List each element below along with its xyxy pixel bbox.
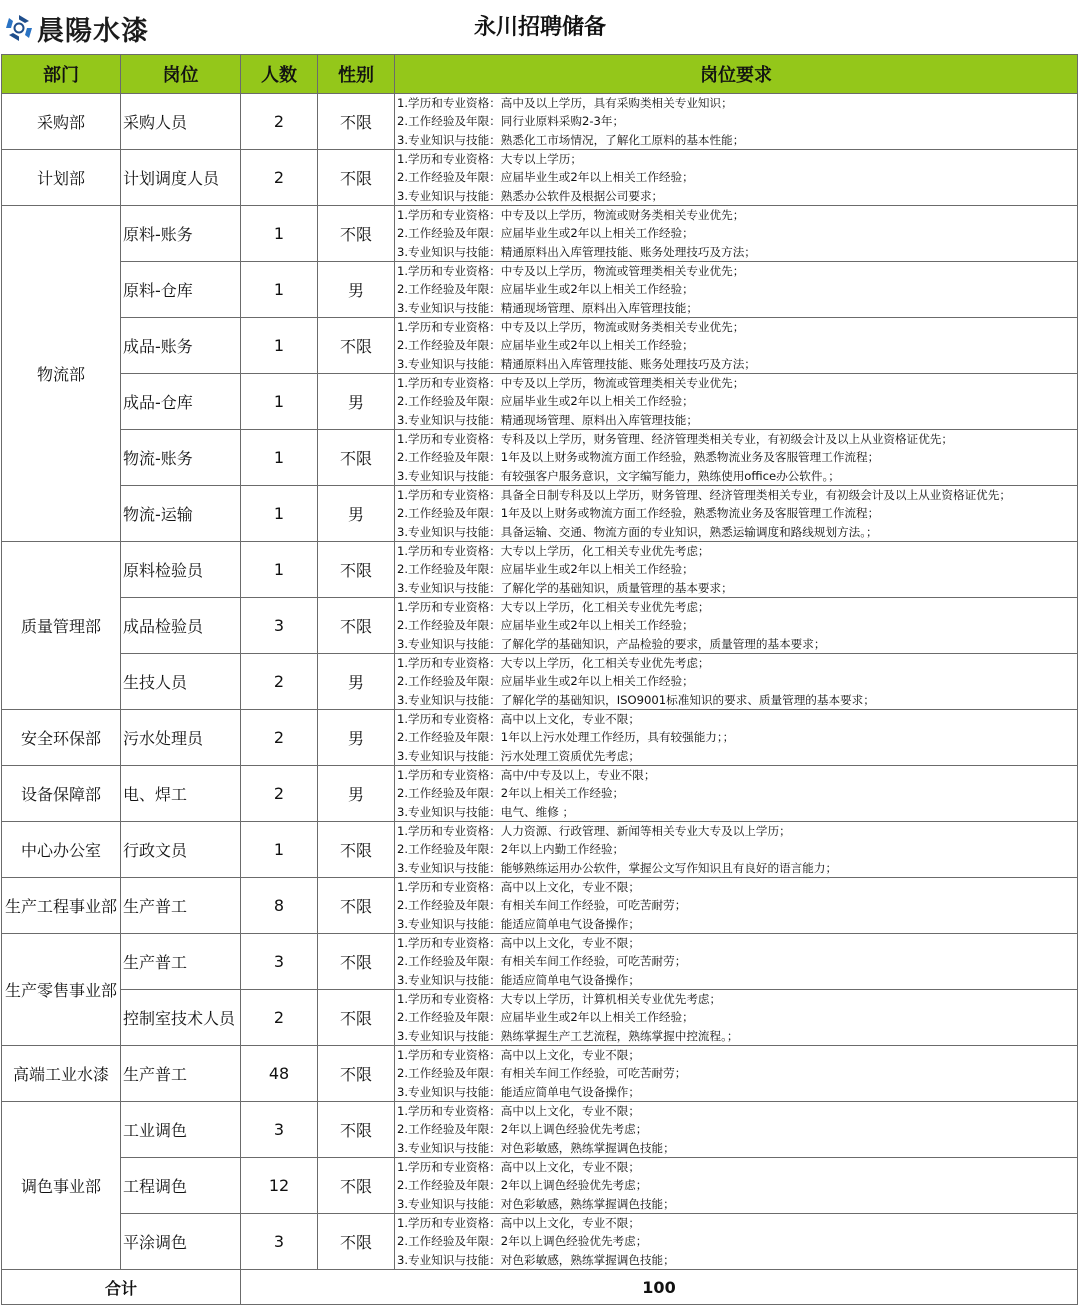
gender-cell: 不限 bbox=[318, 150, 395, 206]
requirement-line: 2.工作经验及年限：1年及以上财务或物流方面工作经验，熟悉物流业务及客服管理工作流程； bbox=[397, 450, 880, 465]
requirement-line: 3.专业知识与技能：了解化学的基础知识，质量管理的基本要求； bbox=[397, 580, 733, 595]
requirement-line: 1.学历和专业资格：具备全日制专科及以上学历，财务管理、经济管理类相关专业，有初级会计及以上从业资格证优先； bbox=[397, 488, 1011, 502]
table-body bbox=[2, 94, 1078, 1270]
requirement-line: 3.专业知识与技能：熟悉办公软件及根据公司要求； bbox=[397, 188, 664, 203]
position-cell: 原料-账务 bbox=[121, 206, 241, 262]
col-header-position: 岗位 bbox=[121, 55, 241, 94]
requirements-cell bbox=[395, 1158, 1078, 1214]
position-cell: 计划调度人员 bbox=[121, 150, 241, 206]
table-row bbox=[2, 1214, 1078, 1270]
table-row bbox=[2, 542, 1078, 598]
requirements-cell bbox=[395, 1214, 1078, 1270]
requirement-line: 2.工作经验及年限：应届毕业生或2年以上相关工作经验； bbox=[397, 394, 694, 409]
requirement-line: 1.学历和专业资格：高中以上文化，专业不限； bbox=[397, 1216, 640, 1230]
requirements-cell bbox=[395, 710, 1078, 766]
total-label: 合计 bbox=[2, 1270, 241, 1305]
department-cell: 安全环保部 bbox=[2, 710, 121, 766]
department-cell: 高端工业水漆 bbox=[2, 1046, 121, 1102]
department-cell: 调色事业部 bbox=[2, 1102, 121, 1270]
gender-cell: 男 bbox=[318, 262, 395, 318]
table-row bbox=[2, 94, 1078, 150]
count-cell: 1 bbox=[241, 318, 318, 374]
requirements-cell bbox=[395, 934, 1078, 990]
logo bbox=[3, 8, 149, 48]
position-cell: 生产普工 bbox=[121, 878, 241, 934]
requirements-cell bbox=[395, 430, 1078, 486]
count-cell: 1 bbox=[241, 486, 318, 542]
position-cell: 生技人员 bbox=[121, 654, 241, 710]
requirement-line: 3.专业知识与技能：了解化学的基础知识，产品检验的要求，质量管理的基本要求； bbox=[397, 636, 826, 651]
count-cell: 2 bbox=[241, 990, 318, 1046]
table-row bbox=[2, 374, 1078, 430]
position-cell: 工程调色 bbox=[121, 1158, 241, 1214]
requirements-cell bbox=[395, 1102, 1078, 1158]
requirement-line: 2.工作经验及年限：2年以上调色经验优先考虑； bbox=[397, 1234, 648, 1249]
table-row bbox=[2, 990, 1078, 1046]
position-cell: 成品-仓库 bbox=[121, 374, 241, 430]
department-cell: 质量管理部 bbox=[2, 542, 121, 710]
col-header-requirements: 岗位要求 bbox=[395, 55, 1078, 94]
requirement-line: 3.专业知识与技能：对色彩敏感，熟练掌握调色技能； bbox=[397, 1140, 675, 1155]
requirements-cell bbox=[395, 318, 1078, 374]
gender-cell: 不限 bbox=[318, 990, 395, 1046]
col-header-dept: 部门 bbox=[2, 55, 121, 94]
count-cell: 2 bbox=[241, 654, 318, 710]
table-row bbox=[2, 262, 1078, 318]
count-cell: 1 bbox=[241, 822, 318, 878]
col-header-count: 人数 bbox=[241, 55, 318, 94]
requirement-line: 2.工作经验及年限：2年以上内勤工作经验； bbox=[397, 842, 625, 857]
requirement-line: 1.学历和专业资格：大专以上学历，化工相关专业优先考虑； bbox=[397, 656, 710, 670]
requirement-line: 2.工作经验及年限：2年以上相关工作经验； bbox=[397, 786, 625, 801]
gender-cell: 男 bbox=[318, 710, 395, 766]
department-cell: 采购部 bbox=[2, 94, 121, 150]
count-cell: 3 bbox=[241, 1214, 318, 1270]
count-cell: 2 bbox=[241, 150, 318, 206]
requirement-line: 2.工作经验及年限：同行业原料采购2-3年； bbox=[397, 114, 625, 129]
requirements-cell bbox=[395, 374, 1078, 430]
department-cell: 中心办公室 bbox=[2, 822, 121, 878]
position-cell: 控制室技术人员 bbox=[121, 990, 241, 1046]
department-cell: 计划部 bbox=[2, 150, 121, 206]
department-cell: 设备保障部 bbox=[2, 766, 121, 822]
requirement-line: 1.学历和专业资格：大专以上学历，化工相关专业优先考虑； bbox=[397, 544, 710, 558]
requirements-cell bbox=[395, 262, 1078, 318]
requirements-cell bbox=[395, 486, 1078, 542]
gender-cell: 不限 bbox=[318, 598, 395, 654]
gender-cell: 男 bbox=[318, 766, 395, 822]
position-cell: 采购人员 bbox=[121, 94, 241, 150]
count-cell: 1 bbox=[241, 374, 318, 430]
requirements-cell bbox=[395, 822, 1078, 878]
requirement-line: 3.专业知识与技能：精通现场管理、原料出入库管理技能； bbox=[397, 300, 698, 315]
requirement-line: 3.专业知识与技能：能适应简单电气设备操作； bbox=[397, 1084, 640, 1099]
requirements-cell bbox=[395, 766, 1078, 822]
table-row bbox=[2, 486, 1078, 542]
requirement-line: 2.工作经验及年限：有相关车间工作经验，可吃苦耐劳； bbox=[397, 898, 687, 913]
gender-cell: 不限 bbox=[318, 822, 395, 878]
requirement-line: 2.工作经验及年限：应届毕业生或2年以上相关工作经验； bbox=[397, 338, 694, 353]
requirement-line: 3.专业知识与技能：能够熟练运用办公软件，掌握公文写作知识且有良好的语言能力； bbox=[397, 860, 838, 875]
requirements-cell bbox=[395, 94, 1078, 150]
requirement-line: 3.专业知识与技能：有较强客户服务意识，文字编写能力，熟练使用office办公软件。； bbox=[397, 468, 840, 483]
gender-cell: 男 bbox=[318, 654, 395, 710]
requirements-cell bbox=[395, 654, 1078, 710]
requirement-line: 1.学历和专业资格：中专及以上学历，物流或管理类相关专业优先； bbox=[397, 264, 745, 278]
requirement-line: 1.学历和专业资格：高中及以上学历，具有采购类相关专业知识； bbox=[397, 96, 733, 110]
position-cell: 原料-仓库 bbox=[121, 262, 241, 318]
count-cell: 1 bbox=[241, 542, 318, 598]
table-row bbox=[2, 318, 1078, 374]
requirement-line: 2.工作经验及年限：应届毕业生或2年以上相关工作经验； bbox=[397, 282, 694, 297]
table-row bbox=[2, 934, 1078, 990]
count-cell: 2 bbox=[241, 766, 318, 822]
table-row bbox=[2, 766, 1078, 822]
col-header-gender: 性别 bbox=[318, 55, 395, 94]
requirement-line: 1.学历和专业资格：高中以上文化，专业不限； bbox=[397, 712, 640, 726]
requirement-line: 2.工作经验及年限：2年以上调色经验优先考虑； bbox=[397, 1122, 648, 1137]
count-cell: 2 bbox=[241, 94, 318, 150]
count-cell: 3 bbox=[241, 1102, 318, 1158]
requirement-line: 3.专业知识与技能：对色彩敏感，熟练掌握调色技能； bbox=[397, 1196, 675, 1211]
table-row bbox=[2, 822, 1078, 878]
requirement-line: 3.专业知识与技能：具备运输、交通、物流方面的专业知识，熟悉运输调度和路线规划方法。； bbox=[397, 524, 878, 539]
position-cell: 成品检验员 bbox=[121, 598, 241, 654]
requirement-line: 1.学历和专业资格：高中以上文化，专业不限； bbox=[397, 936, 640, 950]
requirements-cell bbox=[395, 1046, 1078, 1102]
position-cell: 行政文员 bbox=[121, 822, 241, 878]
requirements-cell bbox=[395, 542, 1078, 598]
department-cell: 物流部 bbox=[2, 206, 121, 542]
gender-cell: 不限 bbox=[318, 430, 395, 486]
requirement-line: 3.专业知识与技能：了解化学的基础知识，ISO9001标准知识的要求、质量管理的基本要求； bbox=[397, 692, 875, 707]
gender-cell: 不限 bbox=[318, 878, 395, 934]
chenyang-logo-icon bbox=[3, 12, 35, 44]
header-row bbox=[2, 55, 1078, 94]
requirement-line: 3.专业知识与技能：对色彩敏感，熟练掌握调色技能； bbox=[397, 1252, 675, 1267]
count-cell: 1 bbox=[241, 430, 318, 486]
position-cell: 工业调色 bbox=[121, 1102, 241, 1158]
requirement-line: 2.工作经验及年限：2年以上调色经验优先考虑； bbox=[397, 1178, 648, 1193]
requirement-line: 1.学历和专业资格：高中/中专及以上，专业不限； bbox=[397, 768, 656, 782]
requirement-line: 2.工作经验及年限：应届毕业生或2年以上相关工作经验； bbox=[397, 674, 694, 689]
requirement-line: 3.专业知识与技能：熟悉化工市场情况，了解化工原料的基本性能； bbox=[397, 132, 745, 147]
page-title: 永川招聘储备 bbox=[473, 15, 606, 40]
gender-cell: 不限 bbox=[318, 1102, 395, 1158]
position-cell: 原料检验员 bbox=[121, 542, 241, 598]
requirement-line: 3.专业知识与技能：精通原料出入库管理技能、账务处理技巧及方法； bbox=[397, 356, 756, 371]
count-cell: 3 bbox=[241, 934, 318, 990]
table-row bbox=[2, 430, 1078, 486]
requirements-cell bbox=[395, 206, 1078, 262]
requirement-line: 2.工作经验及年限：1年以上污水处理工作经历，具有较强能力；； bbox=[397, 730, 735, 745]
table-row bbox=[2, 1046, 1078, 1102]
requirement-line: 1.学历和专业资格：高中以上文化，专业不限； bbox=[397, 1104, 640, 1118]
position-cell: 成品-账务 bbox=[121, 318, 241, 374]
requirement-line: 3.专业知识与技能：精通原料出入库管理技能、账务处理技巧及方法； bbox=[397, 244, 756, 259]
table-row bbox=[2, 710, 1078, 766]
count-cell: 2 bbox=[241, 710, 318, 766]
requirement-line: 1.学历和专业资格：中专及以上学历，物流或财务类相关专业优先； bbox=[397, 208, 745, 222]
requirement-line: 2.工作经验及年限：有相关车间工作经验，可吃苦耐劳； bbox=[397, 1066, 687, 1081]
requirement-line: 1.学历和专业资格：高中以上文化，专业不限； bbox=[397, 880, 640, 894]
table-row bbox=[2, 654, 1078, 710]
count-cell: 48 bbox=[241, 1046, 318, 1102]
requirement-line: 2.工作经验及年限：应届毕业生或2年以上相关工作经验； bbox=[397, 1010, 694, 1025]
table-row bbox=[2, 1158, 1078, 1214]
requirement-line: 2.工作经验及年限：应届毕业生或2年以上相关工作经验； bbox=[397, 226, 694, 241]
department-cell: 生产零售事业部 bbox=[2, 934, 121, 1046]
brand-name: 晨陽水漆 bbox=[37, 15, 149, 47]
count-cell: 8 bbox=[241, 878, 318, 934]
position-cell: 生产普工 bbox=[121, 1046, 241, 1102]
requirement-line: 1.学历和专业资格：高中以上文化，专业不限； bbox=[397, 1160, 640, 1174]
requirement-line: 1.学历和专业资格：人力资源、行政管理、新闻等相关专业大专及以上学历； bbox=[397, 824, 791, 838]
position-cell: 电、焊工 bbox=[121, 766, 241, 822]
gender-cell: 男 bbox=[318, 374, 395, 430]
gender-cell: 不限 bbox=[318, 318, 395, 374]
gender-cell: 不限 bbox=[318, 206, 395, 262]
gender-cell: 不限 bbox=[318, 94, 395, 150]
position-cell: 物流-账务 bbox=[121, 430, 241, 486]
table-row bbox=[2, 150, 1078, 206]
position-cell: 物流-运输 bbox=[121, 486, 241, 542]
count-cell: 12 bbox=[241, 1158, 318, 1214]
requirement-line: 1.学历和专业资格：高中以上文化，专业不限； bbox=[397, 1048, 640, 1062]
position-cell: 平涂调色 bbox=[121, 1214, 241, 1270]
table-row bbox=[2, 1102, 1078, 1158]
requirement-line: 1.学历和专业资格：中专及以上学历，物流或财务类相关专业优先； bbox=[397, 320, 745, 334]
requirement-line: 2.工作经验及年限：应届毕业生或2年以上相关工作经验； bbox=[397, 618, 694, 633]
table-row bbox=[2, 598, 1078, 654]
total-row bbox=[2, 1270, 1078, 1305]
requirements-cell bbox=[395, 990, 1078, 1046]
gender-cell: 男 bbox=[318, 486, 395, 542]
requirement-line: 3.专业知识与技能：电气、维修 ； bbox=[397, 804, 575, 819]
requirements-cell bbox=[395, 878, 1078, 934]
requirement-line: 2.工作经验及年限：应届毕业生或2年以上相关工作经验； bbox=[397, 562, 694, 577]
requirement-line: 3.专业知识与技能：能适应简单电气设备操作； bbox=[397, 916, 640, 931]
requirement-line: 2.工作经验及年限：有相关车间工作经验，可吃苦耐劳； bbox=[397, 954, 687, 969]
gender-cell: 不限 bbox=[318, 1046, 395, 1102]
position-cell: 污水处理员 bbox=[121, 710, 241, 766]
gender-cell: 不限 bbox=[318, 1214, 395, 1270]
gender-cell: 不限 bbox=[318, 934, 395, 990]
requirement-line: 3.专业知识与技能：污水处理工资质优先考虑； bbox=[397, 748, 640, 763]
requirement-line: 3.专业知识与技能：能适应简单电气设备操作； bbox=[397, 972, 640, 987]
requirement-line: 1.学历和专业资格：大专以上学历，计算机相关专业优先考虑； bbox=[397, 992, 722, 1006]
requirement-line: 3.专业知识与技能：熟练掌握生产工艺流程，熟练掌握中控流程。； bbox=[397, 1028, 739, 1043]
requirement-line: 2.工作经验及年限：应届毕业生或2年以上相关工作经验； bbox=[397, 170, 694, 185]
count-cell: 3 bbox=[241, 598, 318, 654]
position-cell: 生产普工 bbox=[121, 934, 241, 990]
recruitment-table bbox=[1, 54, 1078, 1305]
requirement-line: 2.工作经验及年限：1年及以上财务或物流方面工作经验，熟悉物流业务及客服管理工作流程； bbox=[397, 506, 880, 521]
requirement-line: 1.学历和专业资格：大专以上学历，化工相关专业优先考虑； bbox=[397, 600, 710, 614]
table-row bbox=[2, 206, 1078, 262]
department-cell: 生产工程事业部 bbox=[2, 878, 121, 934]
requirement-line: 1.学历和专业资格：专科及以上学历，财务管理、经济管理类相关专业，有初级会计及以上从业资格证优先； bbox=[397, 432, 953, 446]
requirements-cell bbox=[395, 598, 1078, 654]
count-cell: 1 bbox=[241, 262, 318, 318]
gender-cell: 不限 bbox=[318, 542, 395, 598]
gender-cell: 不限 bbox=[318, 1158, 395, 1214]
count-cell: 1 bbox=[241, 206, 318, 262]
requirements-cell bbox=[395, 150, 1078, 206]
total-value: 100 bbox=[241, 1270, 1078, 1305]
table-row bbox=[2, 878, 1078, 934]
requirement-line: 1.学历和专业资格：大专以上学历； bbox=[397, 152, 582, 166]
requirement-line: 3.专业知识与技能：精通现场管理、原料出入库管理技能； bbox=[397, 412, 698, 427]
requirement-line: 1.学历和专业资格：中专及以上学历，物流或管理类相关专业优先； bbox=[397, 376, 745, 390]
